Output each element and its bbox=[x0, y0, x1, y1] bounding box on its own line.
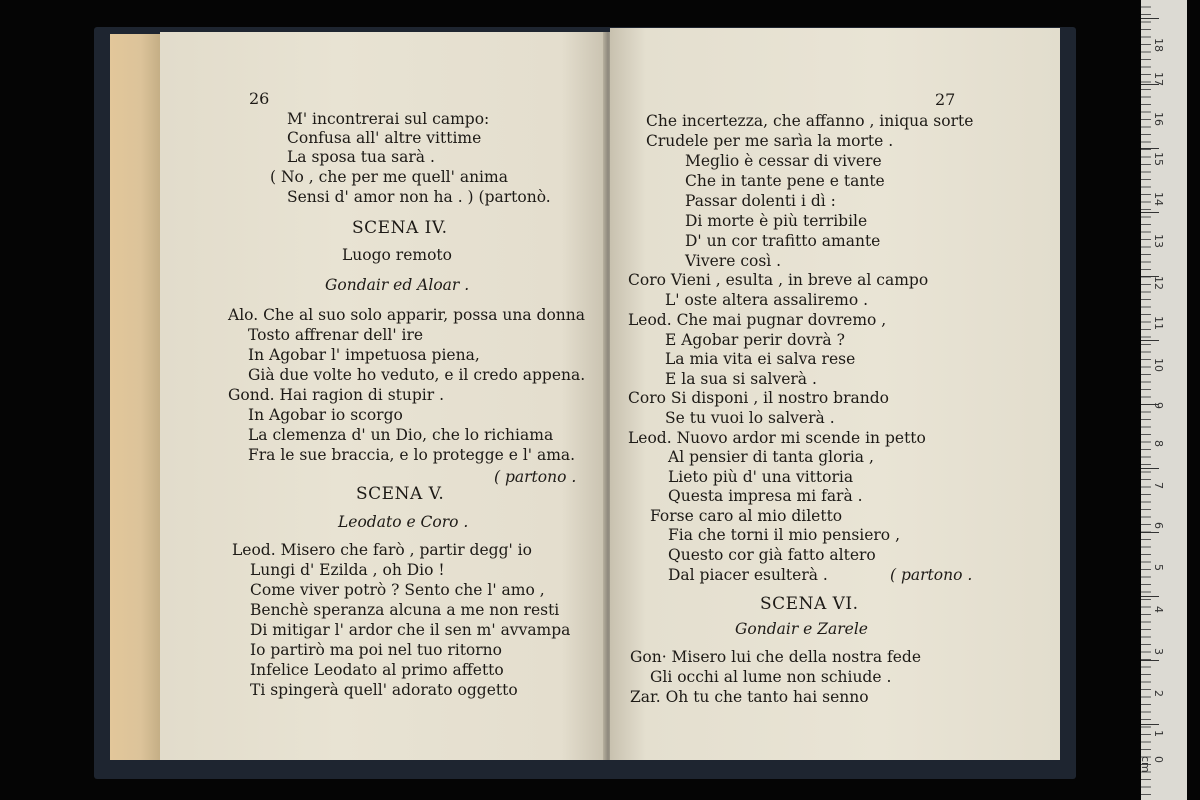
verse-line: Già due volte ho veduto, e il credo appena. bbox=[248, 366, 586, 384]
verse-line: Tosto affrenar dell' ire bbox=[248, 326, 424, 344]
scene-title: SCENA VI. bbox=[760, 594, 859, 614]
ruler-label: 9 bbox=[1152, 402, 1165, 409]
verse-line: Al pensier di tanta gloria , bbox=[668, 448, 874, 466]
verse-line: Gli occhi al lume non schiude . bbox=[650, 668, 892, 686]
right-page bbox=[610, 28, 1060, 760]
verse-line: Gond. Hai ragion di stupir . bbox=[228, 386, 445, 404]
verse-line: Benchè speranza alcuna a me non resti bbox=[250, 601, 560, 619]
verse-line: Meglio è cessar di vivere bbox=[685, 152, 882, 170]
ruler-label: 17 bbox=[1152, 72, 1165, 86]
ruler-label: 10 bbox=[1152, 358, 1165, 372]
verse-line: Coro Si disponi , il nostro brando bbox=[628, 389, 889, 407]
verse-line: Leod. Che mai pugnar dovremo , bbox=[628, 311, 887, 329]
ruler-label: 1 bbox=[1152, 730, 1165, 737]
scene-characters: Gondair e Zarele bbox=[735, 620, 868, 638]
page-edges bbox=[110, 34, 166, 760]
verse-line: Io partirò ma poi nel tuo ritorno bbox=[250, 641, 502, 659]
verse-line: Crudele per me sarìa la morte . bbox=[646, 132, 894, 150]
ruler-label: 14 bbox=[1152, 192, 1165, 206]
ruler-label: 13 bbox=[1152, 234, 1165, 248]
verse-line: La clemenza d' un Dio, che lo richiama bbox=[248, 426, 554, 444]
ruler-label: 12 bbox=[1152, 276, 1165, 290]
verse-line: Alo. Che al suo solo apparir, possa una donna bbox=[228, 306, 586, 324]
ruler-label: 8 bbox=[1152, 440, 1165, 447]
verse-line: Fia che torni il mio pensiero , bbox=[668, 526, 900, 544]
scene-characters: Leodato e Coro . bbox=[338, 513, 469, 531]
verse-line: M' incontrerai sul campo: bbox=[287, 110, 490, 128]
verse-line: Se tu vuoi lo salverà . bbox=[665, 409, 835, 427]
ruler-label: 11 bbox=[1152, 316, 1165, 330]
verse-line: Vivere così . bbox=[685, 252, 782, 270]
verse-line: Leod. Nuovo ardor mi scende in petto bbox=[628, 429, 926, 447]
ruler-label: 0 cm bbox=[1139, 756, 1165, 773]
verse-line: Confusa all' altre vittime bbox=[287, 129, 482, 147]
ruler-label: 5 bbox=[1152, 564, 1165, 571]
verse-line: Ti spingerà quell' adorato oggetto bbox=[250, 681, 518, 699]
verse-line: La sposa tua sarà . bbox=[287, 148, 435, 166]
measuring-ruler bbox=[1141, 0, 1187, 800]
verse-line: In Agobar l' impetuosa piena, bbox=[248, 346, 480, 364]
verse-line: Fra le sue braccia, e lo protegge e l' ama. bbox=[248, 446, 576, 464]
verse-line: Coro Vieni , esulta , in breve al campo bbox=[628, 271, 929, 289]
verse-line: E Agobar perir dovrà ? bbox=[665, 331, 845, 349]
verse-line: Zar. Oh tu che tanto hai senno bbox=[630, 688, 869, 706]
verse-line: Come viver potrò ? Sento che l' amo , bbox=[250, 581, 545, 599]
ruler-label: 18 bbox=[1152, 38, 1165, 52]
stage-direction: ( partono . bbox=[494, 468, 577, 486]
verse-line: Passar dolenti i dì : bbox=[685, 192, 836, 210]
verse-line: ( No , che per me quell' anima bbox=[270, 168, 508, 186]
verse-line: Infelice Leodato al primo affetto bbox=[250, 661, 504, 679]
scene-title: SCENA V. bbox=[356, 484, 445, 504]
verse-line: Dal piacer esulterà . bbox=[668, 566, 828, 584]
verse-line: Gon· Misero lui che della nostra fede bbox=[630, 648, 922, 666]
ruler-label: 3 bbox=[1152, 648, 1165, 655]
verse-line: D' un cor trafitto amante bbox=[685, 232, 881, 250]
ruler-label: 6 bbox=[1152, 522, 1165, 529]
verse-line: L' oste altera assaliremo . bbox=[665, 291, 869, 309]
ruler-label: 15 bbox=[1152, 152, 1165, 166]
ruler-label: 4 bbox=[1152, 606, 1165, 613]
verse-line: Che in tante pene e tante bbox=[685, 172, 885, 190]
verse-line: Lieto più d' una vittoria bbox=[668, 468, 854, 486]
scene-place: Luogo remoto bbox=[342, 246, 452, 264]
verse-line: Sensi d' amor non ha . ) (partonò. bbox=[287, 188, 551, 206]
verse-line: In Agobar io scorgo bbox=[248, 406, 403, 424]
verse-line: Leod. Misero che farò , partir degg' io bbox=[232, 541, 532, 559]
verse-line: Che incertezza, che affanno , iniqua sorte bbox=[646, 112, 974, 130]
page-number: 27 bbox=[935, 90, 956, 109]
ruler-label: 2 bbox=[1152, 690, 1165, 697]
verse-line: Lungi d' Ezilda , oh Dio ! bbox=[250, 561, 445, 579]
scene-title: SCENA IV. bbox=[352, 218, 448, 238]
verse-line: Di mitigar l' ardor che il sen m' avvampa bbox=[250, 621, 571, 639]
scene-characters: Gondair ed Aloar . bbox=[325, 276, 470, 294]
page-number: 26 bbox=[249, 89, 270, 108]
verse-line: Questo cor già fatto altero bbox=[668, 546, 876, 564]
verse-line: Questa impresa mi farà . bbox=[668, 487, 863, 505]
verse-line: Forse caro al mio diletto bbox=[650, 507, 843, 525]
left-page bbox=[160, 32, 606, 760]
ruler-label: 7 bbox=[1152, 482, 1165, 489]
verse-line: Di morte è più terribile bbox=[685, 212, 868, 230]
ruler-label: 16 bbox=[1152, 112, 1165, 126]
verse-line: E la sua si salverà . bbox=[665, 370, 817, 388]
verse-line: La mia vita ei salva rese bbox=[665, 350, 856, 368]
stage-direction: ( partono . bbox=[890, 566, 973, 584]
